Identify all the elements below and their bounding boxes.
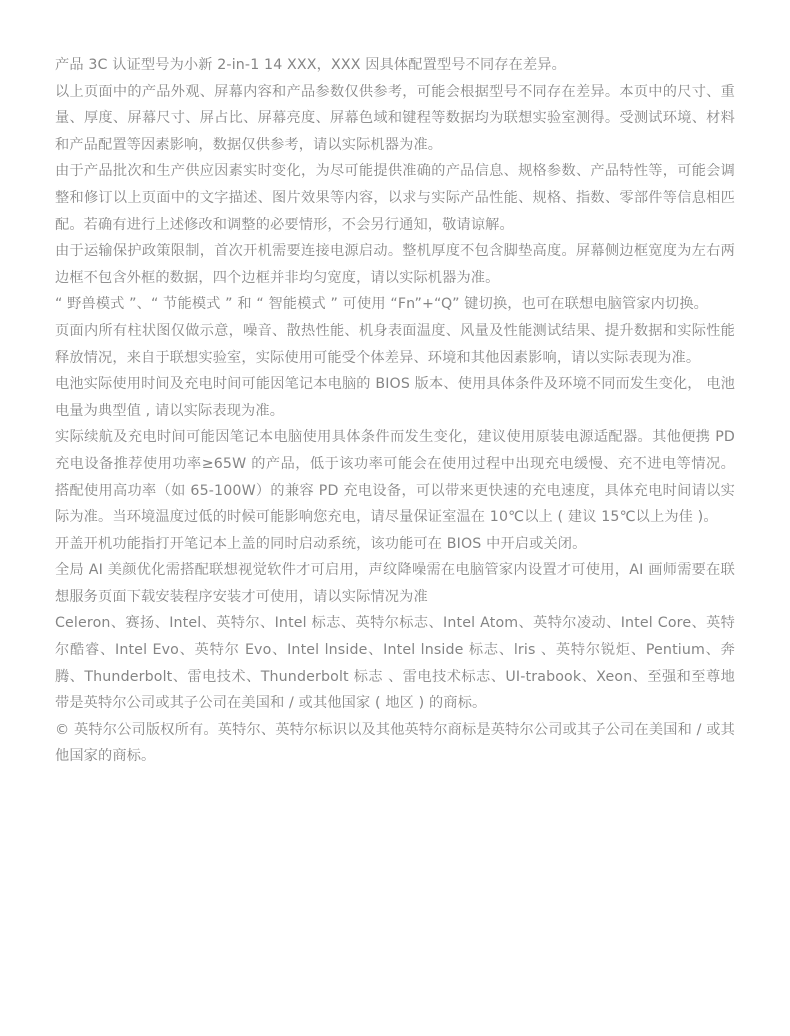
note-intel-trademarks: Celeron、赛扬、Intel、英特尔、Intel 标志、英特尔标志、Intel Atom、英特尔凌动、Intel Core、英特尔酷睿、Intel Evo、英特尔 Evo、Intel lnside、Intel lnside 标志、lris 、英特尔锐炬、Pentium、奔腾、Thunderbolt、雷电技术、Thunderbolt 标志 、雷电技术标志、UI-trabook、Xeon、至强和至尊地带是英特尔公司或其子公司在美国和 / 或其他国家 ( 地区 ) 的商标。 — [55, 615, 735, 712]
note-battery-life: 电池实际使用时间及充电时间可能因笔记本电脑的 BIOS 版本、使用具体条件及环境不同而发生变化， 电池电量为典型值 , 请以实际表现为准。 — [55, 376, 735, 419]
note-copyright: © 英特尔公司版权所有。英特尔、英特尔标识以及其他英特尔商标是英特尔公司或其子公司在美国和 / 或其他国家的商标。 — [55, 721, 735, 765]
note-performance-modes: “ 野兽模式 ”、“ 节能模式 ” 和 “ 智能模式 ” 可使用 “Fn”+“Q” 键切换，也可在联想电脑管家内切换。 — [55, 296, 709, 313]
note-ai-features: 全局 AI 美颜优化需搭配联想视觉软件才可启用，声纹降噪需在电脑管家内设置才可使用，AI 画师需要在联想服务页面下载安装程序安装才可使用，请以实际情况为准 — [55, 562, 735, 605]
note-shipping-power-on: 由于运输保护政策限制，首次开机需要连接电源启动。整机厚度不包含脚垫高度。屏幕侧边框宽度为左右两边框不包含外框的数据，四个边框并非均匀宽度，请以实际机器为准。 — [55, 243, 735, 286]
note-content-revision: 由于产品批次和生产供应因素实时变化，为尽可能提供准确的产品信息、规格参数、产品特性等，可能会调整和修订以上页面中的文字描述、图片效果等内容，以求与实际产品性能、规格、指数、零部件等信息相匹配。若确有进行上述修改和调整的必要情形，不会另行通知，敬请谅解。 — [55, 163, 735, 233]
note-bar-charts: 页面内所有柱状图仅做示意，噪音、散热性能、机身表面温度、风量及性能测试结果、提升数据和实际性能释放情况，来自于联想实验室，实际使用可能受个体差异、环境和其他因素影响，请以实际表现为准。 — [55, 322, 735, 366]
note-3c-certification: 产品 3C 认证型号为小新 2-in-1 14 XXX，XXX 因具体配置型号不同存在差异。 — [55, 57, 566, 73]
note-appearance-and-specs: 以上页面中的产品外观、屏幕内容和产品参数仅供参考，可能会根据型号不同存在差异。本页中的尺寸、重量、厚度、屏幕尺寸、屏占比、屏幕亮度、屏幕色域和键程等数据均为联想实验室测得。受测试环境、材料和产品配置等因素影响，数据仅供参考，请以实际机器为准。 — [55, 83, 735, 153]
note-charging: 实际续航及充电时间可能因笔记本电脑使用具体条件而发生变化，建议使用原装电源适配器。其他便携 PD 充电设备推荐使用功率≥65W 的产品，低于该功率可能会在使用过程中出现充电缓慢、充不进电等情况。搭配使用高功率（如 65-100W）的兼容 PD 充电设备，可以带来更快速的充电速度，具体充电时间请以实际为准。当环境温度过低的时候可能影响您充电，请尽量保证室温在 10℃以上 ( 建议 15℃以上为佳 )。 — [55, 429, 735, 526]
note-lid-open-boot: 开盖开机功能指打开笔记本上盖的同时启动系统，该功能可在 BIOS 中开启或关闭。 — [55, 535, 587, 552]
disclaimer-notes — [55, 52, 735, 770]
